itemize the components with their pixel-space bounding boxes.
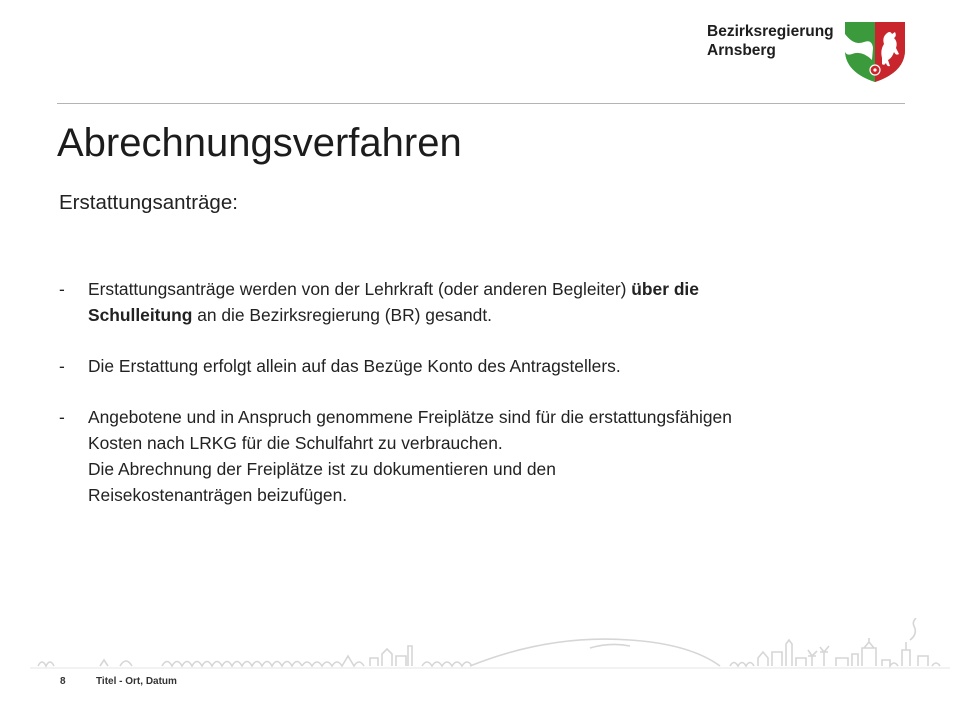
organization-name-line1: Bezirksregierung [707,23,834,40]
bullet-dash: - [59,279,65,299]
organization-name [707,22,834,60]
bullet-text: an die Bezirksregierung (BR) gesandt. [192,305,493,325]
slide-title: Abrechnungsverfahren [57,121,462,165]
bullet-line: Die Abrechnung der Freiplätze ist zu dokumentieren und den [88,459,556,479]
slide-subtitle: Erstattungsanträge: [59,191,238,214]
bullet-item [59,404,899,508]
organization-name-line2: Arnsberg [707,42,776,59]
bullet-bold-text: über die [631,279,699,299]
bullet-list [59,276,899,533]
bullet-item [59,276,899,328]
bullet-line [88,276,899,302]
bullet-dash: - [59,407,65,427]
nrw-crest-icon [842,20,908,84]
bullet-line: Angebotene und in Anspruch genommene Freiplätze sind für die erstattungsfähigen [88,407,732,427]
footer-text: Titel - Ort, Datum [96,676,177,687]
skyline-decoration [30,618,950,676]
bullet-bold-text: Schulleitung [88,305,193,325]
bullet-text: Die Erstattung erfolgt allein auf das Bezüge Konto des Antragstellers. [88,356,621,376]
bullet-line [88,302,899,328]
bullet-line: Kosten nach LRKG für die Schulfahrt zu verbrauchen. [88,433,503,453]
header-divider [57,103,905,104]
bullet-item [59,353,899,379]
bullet-line: Reisekostenanträgen beizufügen. [88,485,348,505]
bullet-dash: - [59,356,65,376]
bullet-text: Erstattungsanträge werden von der Lehrkraft (oder anderen Begleiter) [88,279,632,299]
page-number: 8 [60,676,66,687]
